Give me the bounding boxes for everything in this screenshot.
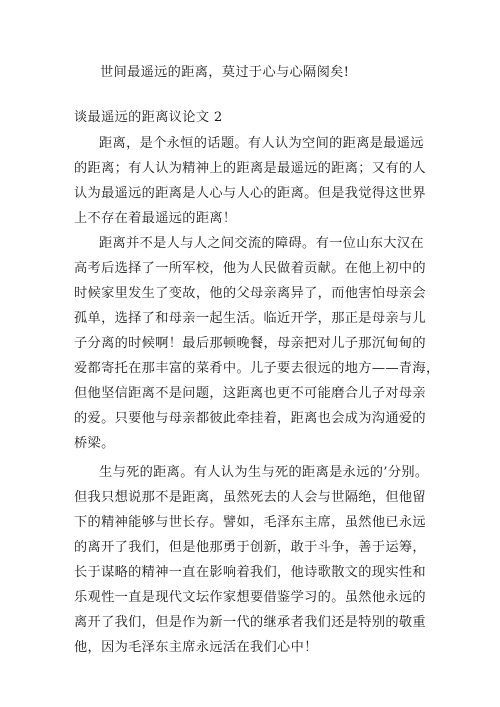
paragraph-2-line-6: 爱都寄托在那丰富的菜肴中。儿子要去很远的地方——青海， — [74, 361, 440, 376]
paragraph-2-line-8: 的爱。只要他与母亲都彼此牵挂着，距离也会成为沟通爱的 — [74, 411, 426, 426]
paragraph-2-line-9: 桥梁。 — [74, 436, 115, 451]
paragraph-3-line-3: 下的精神能够与世长存。譬如，毛泽东主席，虽然他已永远 — [74, 515, 426, 530]
paragraph-3-line-8: 他，因为毛泽东主席永远活在我们心中！ — [74, 640, 318, 655]
paragraph-2-line-1: 距离并不是人与人之间交流的障碍。有一位山东大汉在 — [99, 236, 424, 251]
paragraph-1-line-2: 的距离；有人认为精神上的距离是最遥远的距离；又有的人 — [74, 161, 426, 176]
paragraph-3-line-5: 长于谋略的精神一直在影响着我们，他诗歌散文的现实性和 — [74, 565, 426, 580]
paragraph-2-line-7: 但他坚信距离不是问题，这距离也更不可能磨合儿子对母亲 — [74, 386, 426, 401]
paragraph-1-line-1: 距离，是个永恒的话题。有人认为空间的距离是最遥远 — [99, 136, 424, 151]
section-title: 谈最遥远的距离议论文 2 — [74, 110, 223, 125]
paragraph-3-line-6: 乐观性一直是现代文坛作家想要借鉴学习的。虽然他永远的 — [74, 590, 426, 605]
paragraph-1-line-3: 认为最遥远的距离是人心与人心的距离。但是我觉得这世界 — [74, 186, 426, 201]
paragraph-3-line-4: 的离开了我们，但是他那勇于创新，敢于斗争，善于运筹， — [74, 540, 426, 555]
paragraph-3-line-2: 但我只想说那不是距离，虽然死去的人会与世隔绝，但他留 — [74, 490, 426, 505]
paragraph-1-line-4: 上不存在着最遥远的距离！ — [74, 211, 237, 226]
paragraph-3-line-7: 离开了我们，但是作为新一代的继承者我们还是特别的敬重 — [74, 615, 426, 630]
paragraph-2-line-4: 孤单，选择了和母亲一起生活。临近开学，那正是母亲与儿 — [74, 311, 426, 326]
paragraph-2-line-3: 时候家里发生了变故，他的父母亲离异了，而他害怕母亲会 — [74, 286, 426, 301]
paragraph-2-line-2: 高考后选择了一所军校，他为人民做着贡献。在他上初中的 — [74, 261, 426, 276]
paragraph-2-line-5: 子分离的时候啊！最后那顿晚餐，母亲把对儿子那沉甸甸的 — [74, 336, 426, 351]
intro-line: 世间最遥远的距离，莫过于心与心隔阂矣! — [100, 65, 350, 80]
paragraph-3-line-1: 生与死的距离。有人认为生与死的距离是永远的’分别。 — [99, 465, 429, 480]
